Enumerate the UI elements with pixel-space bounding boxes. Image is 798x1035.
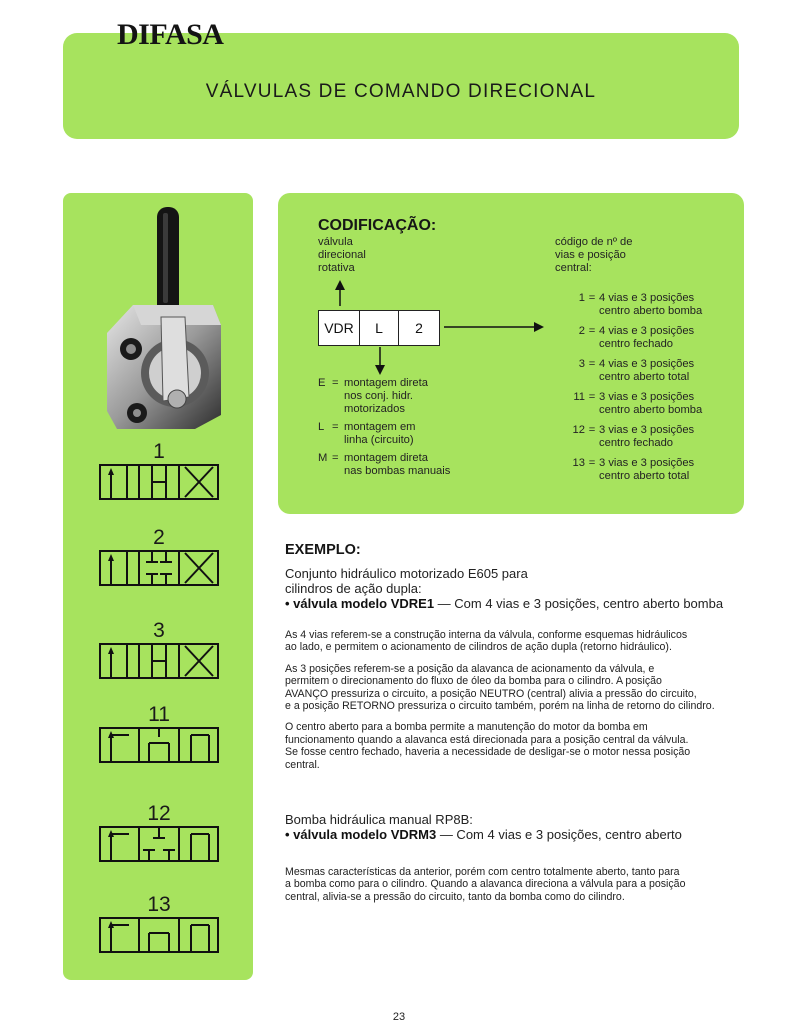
option-desc: 4 vias e 3 posições (599, 358, 695, 370)
option-desc: 4 vias e 3 posições (599, 325, 695, 337)
label-line: direcional (318, 249, 366, 261)
codification-title: CODIFICAÇÃO: (318, 217, 437, 234)
valve-symbol-1 (99, 440, 219, 500)
mounting-desc: nos conj. hidr. (344, 390, 414, 402)
label-line: válvula (318, 236, 353, 248)
valve-symbols-panel (63, 193, 253, 980)
option-code: 11 (573, 391, 585, 403)
intro-line: cilindros de ação dupla: (285, 581, 422, 596)
option-item: 12 = 3 vias e 3 posições centro fechado (563, 424, 733, 450)
valve-symbol-diagram (99, 826, 219, 862)
valve-symbol-diagram (99, 464, 219, 500)
option-code: 12 (572, 424, 585, 436)
mounting-code: M (318, 452, 328, 464)
manual-model (285, 827, 755, 842)
option-item: 1 = 4 vias e 3 posições centro aberto bomba (563, 292, 733, 318)
symbol-number: 2 (153, 526, 165, 549)
mounting-item: M = montagem direta nas bombas manuais (318, 452, 451, 477)
option-item: 11 = 3 vias e 3 posições centro aberto bomba (563, 391, 733, 417)
code-boxes (318, 310, 440, 346)
label-line: rotativa (318, 262, 355, 274)
mounting-item: E = montagem direta nos conj. hidr. motorizados (318, 377, 428, 415)
label-line: central: (555, 262, 592, 274)
paragraph-open-center (285, 721, 755, 771)
model-name: • válvula modelo VDRM3 (285, 827, 437, 842)
option-item: 2 = 4 vias e 3 posições centro fechado (563, 325, 733, 351)
option-desc: 3 vias e 3 posições (599, 424, 695, 436)
valve-symbol-diagram (99, 643, 219, 679)
mounting-list (318, 377, 488, 483)
label-line: vias e posição (555, 249, 626, 261)
example-intro (285, 566, 755, 611)
para-line: a bomba como para o cilindro. Quando a alavanca direciona a válvula para a posição (285, 878, 686, 891)
valve-symbol-diagram (99, 917, 219, 953)
mounting-desc: linha (circuito) (344, 434, 414, 446)
example-title: EXEMPLO: (285, 542, 361, 558)
valve-photo (103, 201, 223, 441)
para-line: Mesmas características da anterior, porém com centro totalmente aberto, tanto para (285, 866, 680, 878)
page-number: 23 (392, 1011, 406, 1023)
down-arrow-head (375, 365, 385, 375)
symbol-number: 11 (148, 703, 170, 726)
option-desc: centro aberto total (599, 371, 690, 383)
para-line: central. (285, 758, 320, 771)
model-desc: — Com 4 vias e 3 posições, centro aberto (436, 827, 682, 842)
paragraph-ways (285, 629, 755, 654)
para-line: central, alivia-se a pressão do circuito, tanto da bomba como do cilindro. (285, 890, 625, 903)
para-line: As 4 vias referem-se a construção interna da válvula, conforme esquemas hidráulicos (285, 629, 688, 641)
intro-line: Conjunto hidráulico motorizado E605 para (285, 566, 528, 581)
para-line: funcionamento quando a alavanca está direcionada para a posição central da válvula. (285, 733, 689, 746)
para-line: Se fosse centro fechado, haveria a necessidade de desligar-se o motor nessa posição (285, 746, 691, 759)
mounting-desc: montagem direta (344, 377, 428, 389)
para-line: ao lado, e permitem o acionamento de cilindros de ação dupla (retorno hidráulico). (285, 641, 672, 654)
option-desc: centro aberto bomba (599, 404, 703, 416)
option-desc: centro fechado (599, 338, 674, 350)
symbol-number: 1 (153, 440, 165, 463)
option-code: 13 (572, 457, 585, 469)
mounting-code: L (318, 421, 325, 433)
option-item: 3 = 4 vias e 3 posições centro aberto total (563, 358, 733, 384)
mounting-item: L = montagem em linha (circuito) (318, 421, 416, 446)
option-code: 1 (578, 292, 585, 304)
valve-symbol-diagram (99, 727, 219, 763)
code-box-vdr: VDR (324, 320, 354, 336)
page-title: VÁLVULAS DE COMANDO DIRECIONAL (205, 81, 597, 102)
manual-pump-section (285, 812, 755, 903)
valve-symbol-2 (99, 526, 219, 586)
valve-symbol-13 (99, 893, 219, 953)
para-line: AVANÇO pressuriza o circuito, a posição NEUTRO (central) alivia a pressão do circuito, (285, 687, 697, 700)
difasa-logo: DIFASA (117, 18, 224, 51)
model-desc: — Com 4 vias e 3 posições, centro aberto bomba (434, 596, 724, 611)
valve-symbol-3 (99, 619, 219, 679)
option-desc: centro fechado (599, 437, 674, 449)
mounting-desc: montagem em (344, 421, 416, 433)
mounting-desc: nas bombas manuais (344, 465, 451, 477)
option-desc: centro aberto bomba (599, 305, 703, 317)
codification-box (278, 193, 744, 514)
symbol-number: 3 (153, 619, 165, 642)
symbol-number: 12 (147, 802, 171, 825)
mounting-desc: motorizados (344, 403, 405, 415)
mounting-desc: montagem direta (344, 452, 428, 464)
para-line: As 3 posições referem-se a posição da alavanca de acionamento da válvula, e (285, 662, 655, 675)
symbol-number: 13 (147, 893, 171, 916)
valve-symbol-11 (99, 703, 219, 763)
option-desc: 3 vias e 3 posições (599, 391, 695, 403)
code-box-ways: 2 (398, 311, 439, 345)
right-arrow-head (534, 322, 544, 332)
option-code: 2 (578, 325, 585, 337)
model-name: • válvula modelo VDRE1 (285, 596, 435, 611)
manual-intro (285, 812, 755, 842)
up-arrow-head (335, 280, 345, 290)
options-list (563, 292, 733, 490)
manual-paragraph (285, 866, 755, 903)
option-desc: 4 vias e 3 posições (599, 292, 695, 304)
para-line: O centro aberto para a bomba permite a manutenção do motor da bomba em (285, 721, 648, 734)
valve-symbol-12 (99, 802, 219, 862)
example-section (285, 542, 755, 771)
example-model (285, 596, 755, 611)
mounting-code: E (318, 377, 326, 389)
option-item: 13 = 3 vias e 3 posições centro aberto total (563, 457, 733, 483)
para-line: e a posição RETORNO pressuriza o circuito também, porém na linha de retorno do cilindro. (285, 700, 715, 713)
para-line: permitem o direcionamento do fluxo de óleo da bomba para o cilindro. A posição (285, 675, 662, 688)
valve-symbol-diagram (99, 550, 219, 586)
intro-line: Bomba hidráulica manual RP8B: (285, 812, 473, 827)
option-desc: centro aberto total (599, 470, 690, 482)
label-line: código de nº de (555, 236, 633, 248)
option-desc: 3 vias e 3 posições (599, 457, 695, 469)
paragraph-positions (285, 663, 755, 713)
code-box-mount: L (359, 311, 398, 345)
option-code: 3 (578, 358, 585, 370)
